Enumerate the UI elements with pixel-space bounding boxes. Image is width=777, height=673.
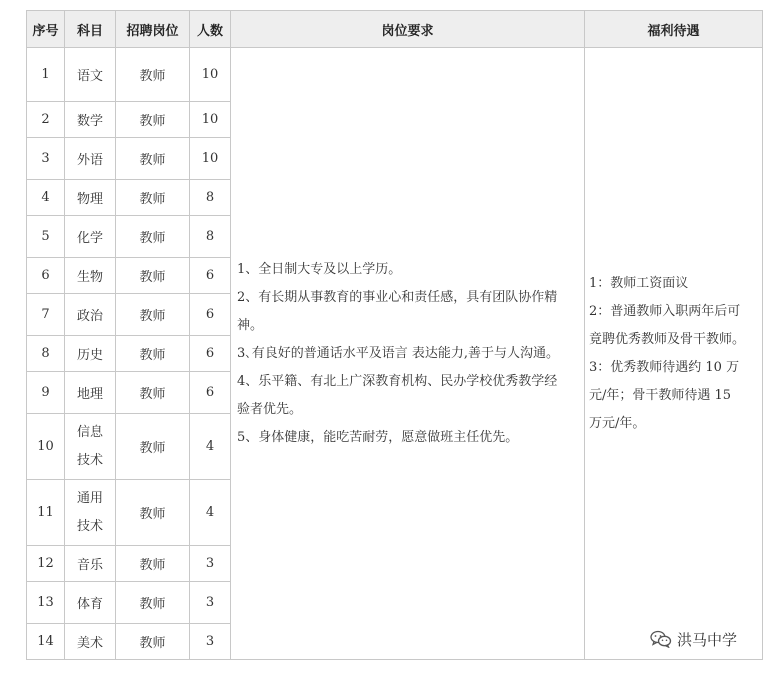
- row-subject: [65, 336, 116, 372]
- requirement-line: 4、乐平籍、有北上广深教育机构、民办学校优秀教学经: [237, 373, 558, 389]
- subject-text: 信息: [76, 424, 103, 440]
- header-benefits: 福利待遇: [585, 11, 763, 48]
- row-position: 教师: [116, 336, 190, 372]
- row-index: 6: [27, 258, 65, 294]
- requirements-text: [231, 256, 584, 452]
- subject-text: 地理: [76, 387, 103, 402]
- row-subject: [65, 216, 116, 258]
- row-position: 教师: [116, 180, 190, 216]
- header-count: 人数: [190, 11, 231, 48]
- row-count: 10: [190, 138, 231, 180]
- row-position: 教师: [116, 216, 190, 258]
- subject-text: 技术: [76, 452, 103, 468]
- row-count: 6: [190, 294, 231, 336]
- row-count: 6: [190, 372, 231, 414]
- table-row: [27, 48, 763, 102]
- row-subject: [65, 480, 116, 546]
- row-count: 4: [190, 414, 231, 480]
- table-body: [27, 48, 763, 660]
- row-count: 3: [190, 546, 231, 582]
- row-position: 教师: [116, 258, 190, 294]
- benefit-line: 3：优秀教师待遇约 10 万: [589, 359, 740, 375]
- row-index: 7: [27, 294, 65, 336]
- row-index: 3: [27, 138, 65, 180]
- row-subject: [65, 138, 116, 180]
- benefits-text: [585, 270, 762, 438]
- wechat-icon: [650, 630, 672, 648]
- header-subject: 科目: [65, 11, 116, 48]
- row-subject: [65, 258, 116, 294]
- subject-text: 数学: [76, 114, 103, 129]
- benefit-line: 万元/年。: [589, 415, 646, 431]
- row-position: 教师: [116, 138, 190, 180]
- requirements-cell: [231, 48, 585, 660]
- subject-text: 体育: [76, 597, 103, 612]
- row-index: 11: [27, 480, 65, 546]
- row-index: 9: [27, 372, 65, 414]
- row-count: 8: [190, 180, 231, 216]
- subject-text: 美术: [76, 636, 103, 651]
- row-count: 6: [190, 336, 231, 372]
- subject-text: 物理: [76, 192, 103, 207]
- row-count: 10: [190, 102, 231, 138]
- watermark: [650, 627, 737, 651]
- row-position: 教师: [116, 414, 190, 480]
- row-subject: [65, 582, 116, 624]
- row-subject: [65, 414, 116, 480]
- row-count: 3: [190, 582, 231, 624]
- row-count: 4: [190, 480, 231, 546]
- row-subject: [65, 180, 116, 216]
- row-count: 10: [190, 48, 231, 102]
- requirement-line: 神。: [237, 317, 264, 333]
- subject-text: 政治: [76, 309, 103, 324]
- subject-text: 外语: [76, 153, 103, 168]
- subject-text: 化学: [76, 231, 103, 246]
- requirement-line: 1、全日制大专及以上学历。: [237, 261, 402, 277]
- requirement-line: 5、身体健康，能吃苦耐劳，愿意做班主任优先。: [237, 429, 519, 445]
- benefit-line: 1：教师工资面议: [589, 275, 689, 291]
- row-index: 13: [27, 582, 65, 624]
- row-position: 教师: [116, 294, 190, 336]
- header-row: [27, 11, 763, 48]
- subject-text: 生物: [76, 270, 103, 285]
- header-index: 序号: [27, 11, 65, 48]
- benefits-cell: [585, 48, 763, 660]
- benefit-line: 元/年；骨干教师待遇 15: [589, 387, 732, 403]
- requirement-line: 3､有良好的普通话水平及语言 表达能力,善于与人沟通。: [237, 345, 560, 361]
- row-index: 1: [27, 48, 65, 102]
- row-index: 5: [27, 216, 65, 258]
- row-index: 2: [27, 102, 65, 138]
- row-position: 教师: [116, 102, 190, 138]
- row-position: 教师: [116, 48, 190, 102]
- row-position: 教师: [116, 372, 190, 414]
- row-position: 教师: [116, 624, 190, 660]
- row-position: 教师: [116, 480, 190, 546]
- row-count: 3: [190, 624, 231, 660]
- header-requirements: 岗位要求: [231, 11, 585, 48]
- row-subject: [65, 372, 116, 414]
- row-subject: [65, 546, 116, 582]
- row-index: 4: [27, 180, 65, 216]
- requirement-line: 验者优先。: [237, 401, 303, 417]
- subject-text: 技术: [76, 518, 103, 534]
- watermark-text: 洪马中学: [677, 630, 738, 649]
- subject-text: 历史: [76, 348, 103, 363]
- row-subject: [65, 624, 116, 660]
- row-index: 8: [27, 336, 65, 372]
- row-subject: [65, 48, 116, 102]
- subject-text: 音乐: [76, 558, 103, 573]
- benefit-line: 2：普通教师入职两年后可: [589, 303, 741, 319]
- row-count: 8: [190, 216, 231, 258]
- row-subject: [65, 102, 116, 138]
- requirement-line: 2、有长期从事教育的事业心和责任感，具有团队协作精: [237, 289, 558, 305]
- row-index: 14: [27, 624, 65, 660]
- subject-text: 通用: [76, 490, 103, 506]
- row-count: 6: [190, 258, 231, 294]
- recruitment-table: [26, 10, 763, 660]
- row-subject: [65, 294, 116, 336]
- subject-text: 语文: [76, 69, 103, 84]
- benefit-line: 竟聘优秀教师及骨干教师。: [589, 331, 746, 347]
- header-position: 招聘岗位: [116, 11, 190, 48]
- row-position: 教师: [116, 546, 190, 582]
- row-position: 教师: [116, 582, 190, 624]
- row-index: 10: [27, 414, 65, 480]
- row-index: 12: [27, 546, 65, 582]
